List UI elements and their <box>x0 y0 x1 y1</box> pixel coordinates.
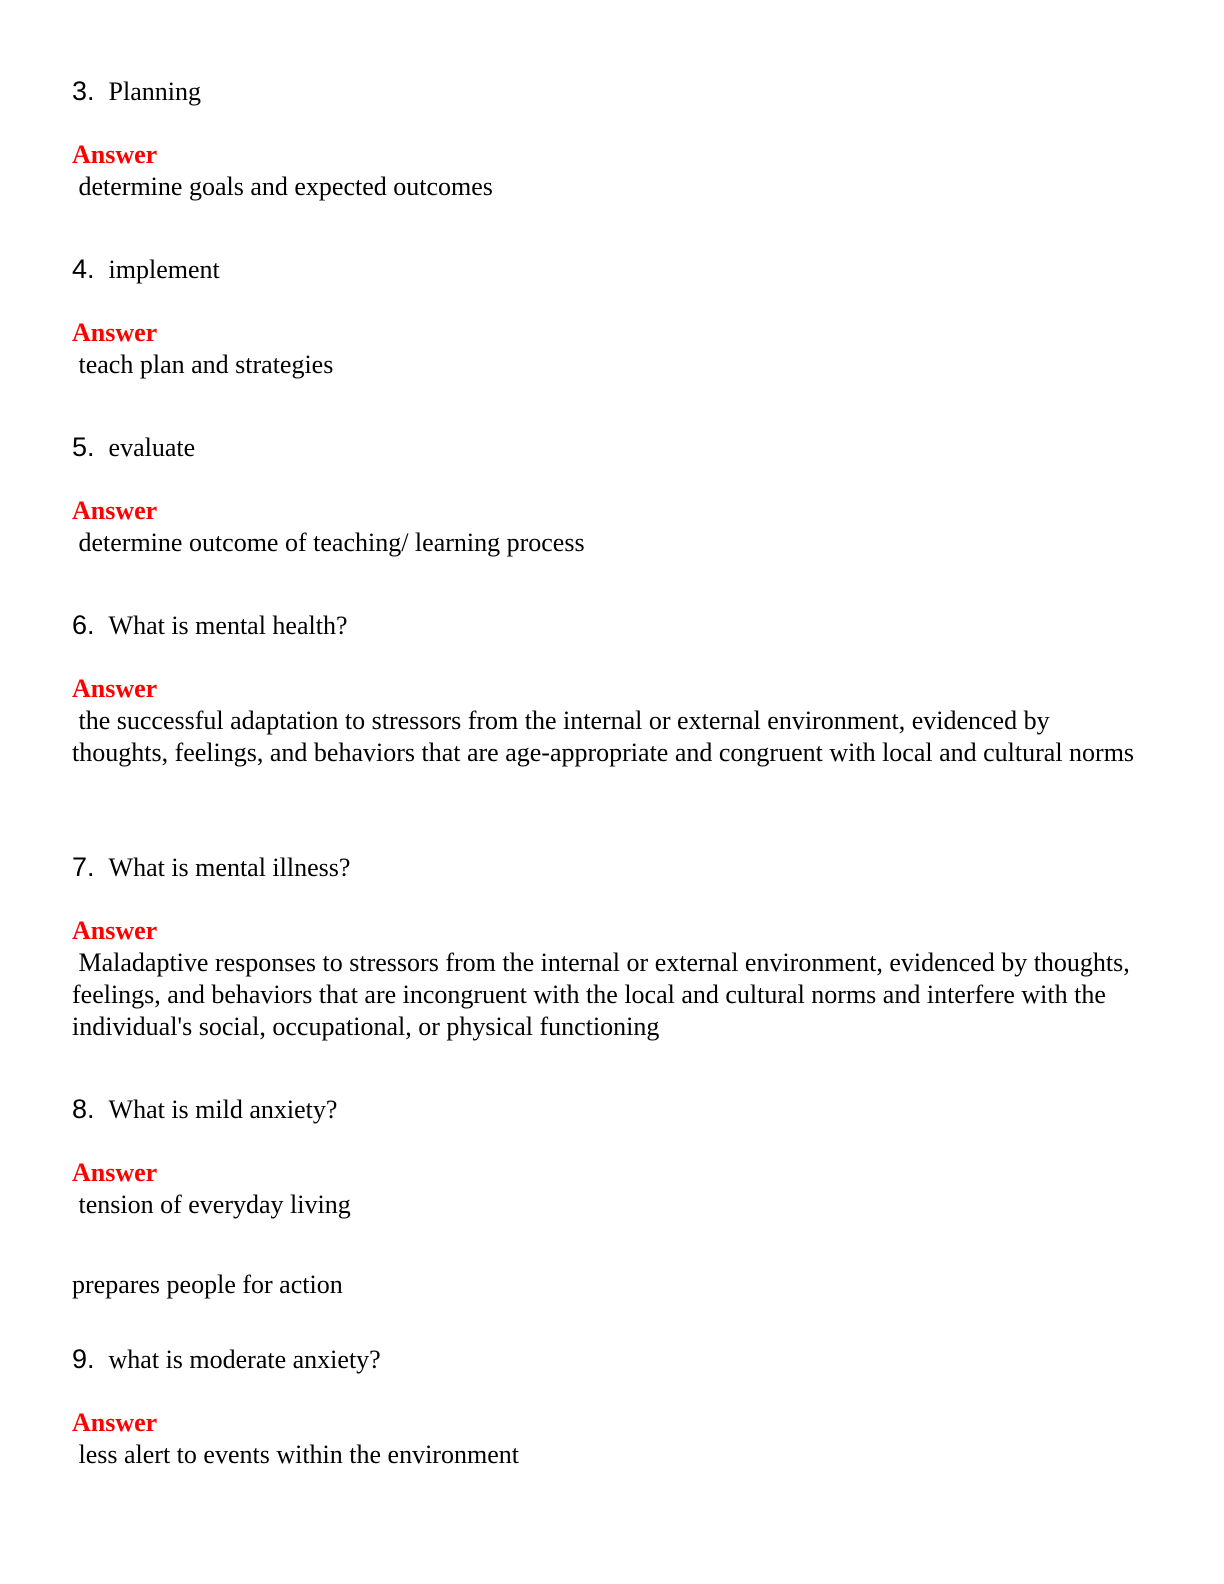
question-heading <box>72 1344 1152 1375</box>
question-heading <box>72 76 1152 107</box>
question-heading <box>72 852 1152 883</box>
question-prompt: What is mental health? <box>108 611 348 640</box>
answer-extra-text: prepares people for action <box>72 1270 343 1299</box>
question-number: 7. <box>72 852 95 882</box>
question-heading <box>72 432 1152 463</box>
answer-label: Answer <box>72 674 158 703</box>
question-7 <box>72 852 1152 1043</box>
answer-text: determine outcome of teaching/ learning process <box>72 528 585 557</box>
question-number: 5. <box>72 432 95 462</box>
question-8 <box>72 1094 1152 1301</box>
question-heading <box>72 1094 1152 1125</box>
question-number: 4. <box>72 254 95 284</box>
question-9 <box>72 1344 1152 1471</box>
question-prompt: what is moderate anxiety? <box>108 1345 381 1374</box>
question-number: 3. <box>72 76 95 106</box>
answer-text: determine goals and expected outcomes <box>72 172 493 201</box>
answer-label: Answer <box>72 140 158 169</box>
question-prompt: Planning <box>108 77 201 106</box>
question-4 <box>72 254 1152 381</box>
question-3 <box>72 76 1152 203</box>
answer-label: Answer <box>72 1408 158 1437</box>
question-number: 9. <box>72 1344 95 1374</box>
answer-text: the successful adaptation to stressors from the internal or external environment, evidenced by thoughts, feelings, and behaviors that are age-appropriate and congruent with local and cultural norms <box>72 706 1135 767</box>
question-5 <box>72 432 1152 559</box>
question-6 <box>72 610 1152 769</box>
question-prompt: What is mild anxiety? <box>108 1095 338 1124</box>
answer-text: Maladaptive responses to stressors from the internal or external environment, evidenced by thoughts, feelings, and behaviors that are incongruent with the local and cultural norms and interfere with the individual's social, occupational, or physical functioning <box>72 948 1137 1041</box>
answer-label: Answer <box>72 496 158 525</box>
answer-text: teach plan and strategies <box>72 350 334 379</box>
answer-label: Answer <box>72 318 158 347</box>
question-number: 6. <box>72 610 95 640</box>
question-number: 8. <box>72 1094 95 1124</box>
answer-label: Answer <box>72 916 158 945</box>
question-prompt: evaluate <box>108 433 196 462</box>
question-prompt: What is mental illness? <box>108 853 351 882</box>
answer-text: tension of everyday living <box>72 1190 351 1219</box>
question-prompt: implement <box>108 255 220 284</box>
answer-label: Answer <box>72 1158 158 1187</box>
question-heading <box>72 610 1152 641</box>
question-heading <box>72 254 1152 285</box>
answer-text: less alert to events within the environment <box>72 1440 519 1469</box>
